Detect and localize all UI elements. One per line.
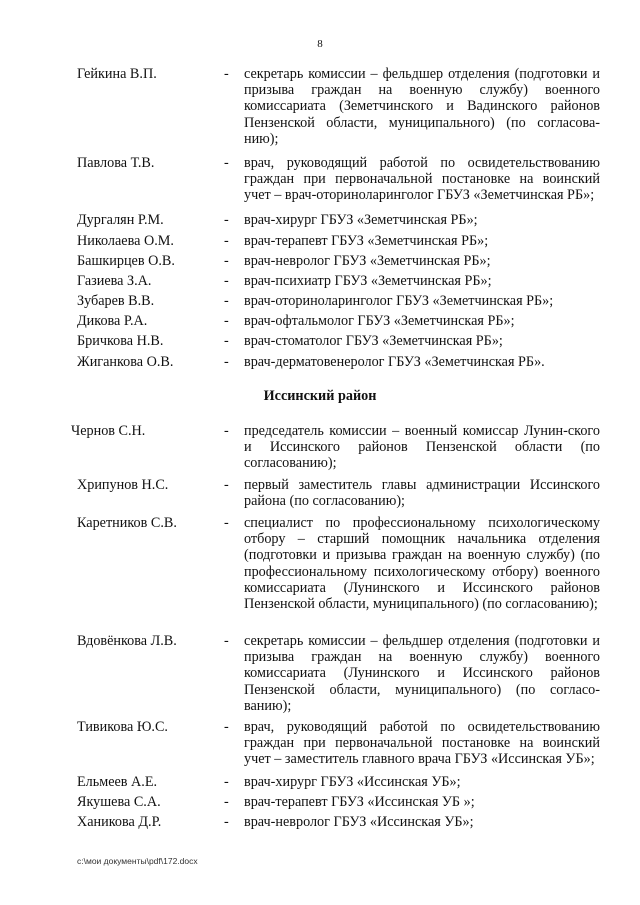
position-description: врач-хирург ГБУЗ «Земетчинская РБ»; — [244, 212, 478, 228]
position-description: врач-терапевт ГБУЗ «Иссинская УБ »; — [244, 794, 475, 810]
person-name: Жиганкова О.В. — [77, 354, 174, 370]
dash-separator: - — [224, 333, 229, 349]
dash-separator: - — [224, 233, 229, 249]
person-name: Каретников С.В. — [77, 515, 177, 531]
person-name: Ельмеев А.Е. — [77, 774, 158, 790]
position-description: врач, руководящий работой по освидетельствованию граждан при первоначальной постановке на воинский учет – заместитель главного врача ГБУЗ «Иссинская УБ»; — [244, 719, 600, 768]
person-name: Зубарев В.В. — [77, 293, 155, 309]
dash-separator: - — [224, 774, 229, 790]
dash-separator: - — [224, 253, 229, 269]
position-description: председатель комиссии – военный комиссар Лунин-ского и Иссинского районов Пензенской области (по согласованию); — [244, 423, 600, 472]
person-name: Хрипунов Н.С. — [77, 477, 169, 493]
position-description: врач-офтальмолог ГБУЗ «Земетчинская РБ»; — [244, 313, 515, 329]
position-description: секретарь комиссии – фельдшер отделения (подготовки и призыва граждан на военную службу) военного комиссариата (Земетчинского и Вадинского районов Пензенской области, муниципального) (по согласова-нию); — [244, 66, 600, 147]
person-name: Дикова Р.А. — [77, 313, 148, 329]
person-name: Ханикова Д.Р. — [77, 814, 162, 830]
position-description: врач-оториноларинголог ГБУЗ «Земетчинская РБ»; — [244, 293, 554, 309]
dash-separator: - — [224, 794, 229, 810]
position-description: врач-хирург ГБУЗ «Иссинская УБ»; — [244, 774, 461, 790]
person-name: Бричкова Н.В. — [77, 333, 164, 349]
dash-separator: - — [224, 155, 229, 171]
person-name: Павлова Т.В. — [77, 155, 155, 171]
file-path-footer: c:\мои документы\pdf\172.docx — [77, 856, 198, 866]
page-number: 8 — [317, 38, 323, 50]
position-description: врач-невролог ГБУЗ «Иссинская УБ»; — [244, 814, 474, 830]
section-heading: Иссинский район — [263, 388, 377, 404]
position-description: первый заместитель главы администрации Иссинского района (по согласованию); — [244, 477, 600, 510]
position-description: врач-стоматолог ГБУЗ «Земетчинская РБ»; — [244, 333, 503, 349]
dash-separator: - — [224, 273, 229, 289]
position-description: врач, руководящий работой по освидетельствованию граждан при первоначальной постановке на воинский учет – врач-оториноларинголог ГБУЗ «Земетчинская РБ»; — [244, 155, 600, 204]
dash-separator: - — [224, 212, 229, 228]
dash-separator: - — [224, 515, 229, 531]
position-description: секретарь комиссии – фельдшер отделения (подготовки и призыва граждан на военную службу) военного комиссариата (Лунинского и Иссинского районов Пензенской области, муниципального) (по согласо-ванию); — [244, 633, 600, 714]
dash-separator: - — [224, 719, 229, 735]
dash-separator: - — [224, 313, 229, 329]
person-name: Башкирцев О.В. — [77, 253, 175, 269]
position-description: врач-психиатр ГБУЗ «Земетчинская РБ»; — [244, 273, 492, 289]
person-name: Чернов С.Н. — [71, 423, 146, 439]
position-description: специалист по профессиональному психологическому отбору – старший помощник начальника отделения (подготовки и призыва граждан на военную службу) (по профессиональному психологическому отбору) военного комиссариата (Лунинского и Иссинского районов Пензенской области, муниципального) (по согласованию); — [244, 515, 600, 613]
person-name: Дургалян Р.М. — [77, 212, 164, 228]
person-name: Гейкина В.П. — [77, 66, 157, 82]
person-name: Якушева С.А. — [77, 794, 161, 810]
dash-separator: - — [224, 633, 229, 649]
person-name: Тивикова Ю.С. — [77, 719, 168, 735]
dash-separator: - — [224, 814, 229, 830]
dash-separator: - — [224, 293, 229, 309]
dash-separator: - — [224, 423, 229, 439]
position-description: врач-терапевт ГБУЗ «Земетчинская РБ»; — [244, 233, 489, 249]
dash-separator: - — [224, 66, 229, 82]
person-name: Газиева З.А. — [77, 273, 152, 289]
person-name: Николаева О.М. — [77, 233, 174, 249]
position-description: врач-невролог ГБУЗ «Земетчинская РБ»; — [244, 253, 491, 269]
person-name: Вдовёнкова Л.В. — [77, 633, 177, 649]
position-description: врач-дерматовенеролог ГБУЗ «Земетчинская РБ». — [244, 354, 545, 370]
dash-separator: - — [224, 354, 229, 370]
dash-separator: - — [224, 477, 229, 493]
